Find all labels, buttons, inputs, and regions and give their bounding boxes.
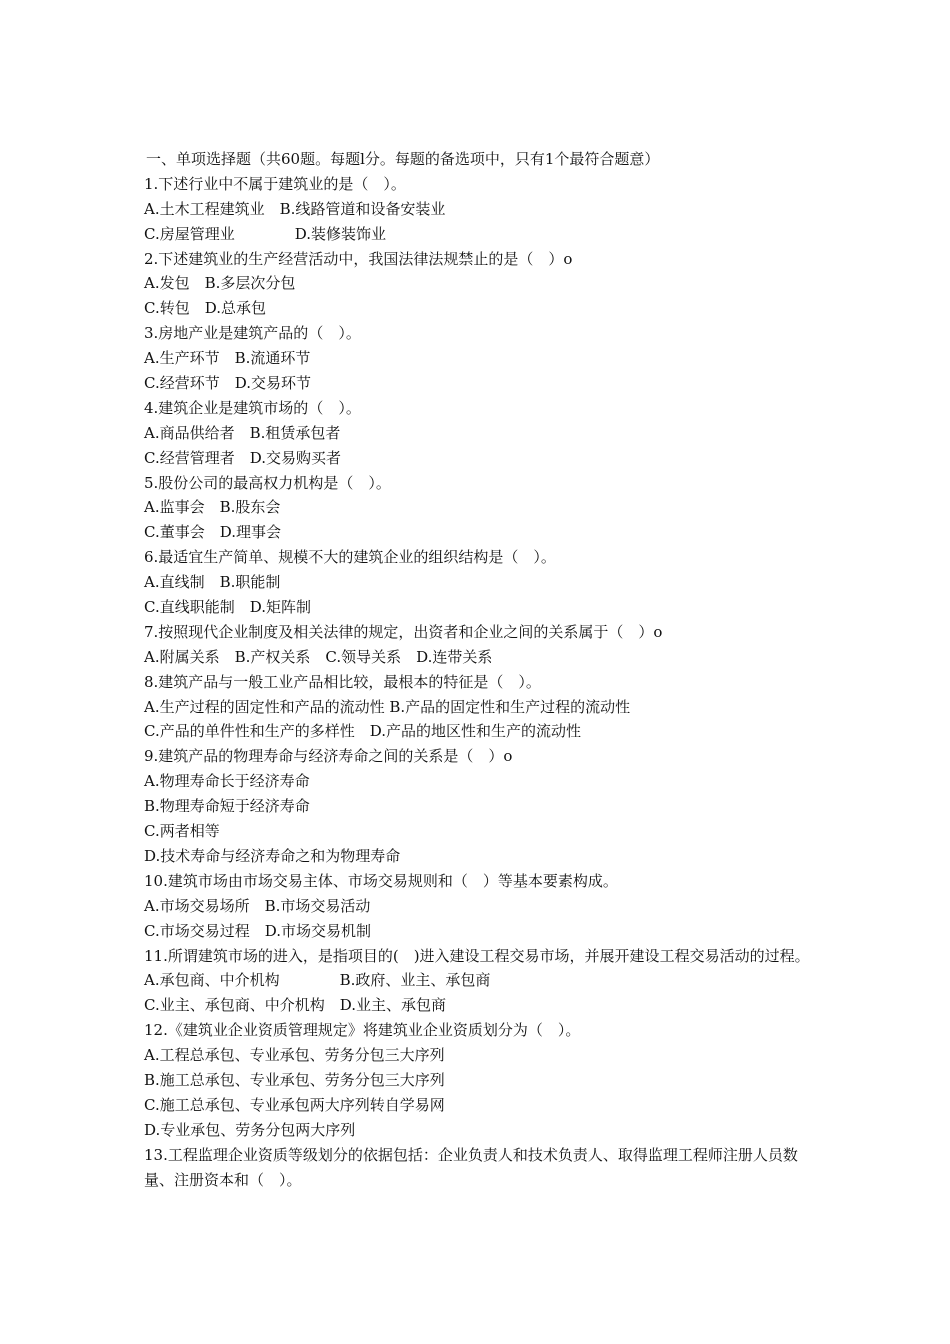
question-10: 10.建筑市场由市场交易主体、市场交易规则和（ ）等基本要素构成。 (144, 871, 618, 890)
question-8: 8.建筑产品与一般工业产品相比较，最根本的特征是（ ）。 (144, 672, 541, 691)
question-8-options-cd: C.产品的单件性和生产的多样性 D.产品的地区性和生产的流动性 (144, 722, 581, 741)
question-12-option-c: C.施工总承包、专业承包两大序列转自学易网 (144, 1095, 445, 1114)
question-12-option-b: B.施工总承包、专业承包、劳务分包三大序列 (144, 1070, 445, 1089)
question-12-option-a: A.工程总承包、专业承包、劳务分包三大序列 (144, 1046, 445, 1065)
question-12: 12.《建筑业企业资质管理规定》将建筑业企业资质划分为（ ）。 (144, 1021, 581, 1040)
question-10-options-ab: A.市场交易场所 B.市场交易活动 (144, 896, 371, 915)
question-2-options-cd: C.转包 D.总承包 (144, 299, 266, 318)
question-9-option-b: B.物理寿命短于经济寿命 (144, 797, 310, 816)
question-7-options: A.附属关系 B.产权关系 C.领导关系 D.连带关系 (144, 647, 493, 666)
question-3-options-cd: C.经营环节 D.交易环节 (144, 374, 311, 393)
question-6: 6.最适宜生产简单、规模不大的建筑企业的组织结构是（ ）。 (144, 548, 556, 567)
question-11: 11.所谓建筑市场的进入，是指项目的( )进入建设工程交易市场，并展开建设工程交易活动的过程。 (144, 946, 810, 965)
question-11-options-ab: A.承包商、中介机构 B.政府、业主、承包商 (144, 971, 491, 990)
question-8-options-ab: A.生产过程的固定性和产品的流动性 B.产品的固定性和生产过程的流动性 (144, 697, 631, 716)
question-5-options-cd: C.董事会 D.理事会 (144, 523, 281, 542)
question-6-options-ab: A.直线制 B.职能制 (144, 573, 281, 592)
question-2-options-ab: A.发包 B.多层次分包 (144, 274, 296, 293)
question-9: 9.建筑产品的物理寿命与经济寿命之间的关系是（ ）o (144, 747, 513, 766)
question-6-options-cd: C.直线职能制 D.矩阵制 (144, 598, 311, 617)
question-11-options-cd: C.业主、承包商、中介机构 D.业主、承包商 (144, 996, 446, 1015)
question-13: 13.工程监理企业资质等级划分的依据包括：企业负责人和技术负责人、取得监理工程师注册人员数量、注册资本和（ ）。 (144, 1145, 798, 1189)
question-4-options-ab: A.商品供给者 B.租赁承包者 (144, 423, 341, 442)
question-12-option-d: D.专业承包、劳务分包两大序列 (144, 1120, 356, 1139)
question-9-option-a: A.物理寿命长于经济寿命 (144, 772, 310, 791)
document-body (144, 147, 814, 1192)
question-10-options-cd: C.市场交易过程 D.市场交易机制 (144, 921, 371, 940)
question-3-options-ab: A.生产环节 B.流通环节 (144, 349, 311, 368)
question-7: 7.按照现代企业制度及相关法律的规定，出资者和企业之间的关系属于（ ）o (144, 622, 663, 641)
question-9-option-c: C.两者相等 (144, 822, 220, 841)
question-2: 2.下述建筑业的生产经营活动中，我国法律法规禁止的是（ ）o (144, 249, 573, 268)
question-5-options-ab: A.监事会 B.股东会 (144, 498, 281, 517)
question-4: 4.建筑企业是建筑市场的（ ）。 (144, 398, 361, 417)
question-1-options-cd: C.房屋管理业 D.装修装饰业 (144, 224, 386, 243)
question-1: 1.下述行业中不属于建筑业的是（ ）。 (144, 174, 406, 193)
question-9-option-d: D.技术寿命与经济寿命之和为物理寿命 (144, 846, 401, 865)
section-heading: 一、单项选择题（共60题。每题l分。每题的备选项中，只有1个最符合题意） (146, 150, 660, 168)
question-4-options-cd: C.经营管理者 D.交易购买者 (144, 448, 341, 467)
question-1-options-ab: A.土木工程建筑业 B.线路管道和设备安装业 (144, 199, 446, 218)
question-3: 3.房地产业是建筑产品的（ ）。 (144, 324, 361, 343)
question-5: 5.股份公司的最高权力机构是（ ）。 (144, 473, 391, 492)
